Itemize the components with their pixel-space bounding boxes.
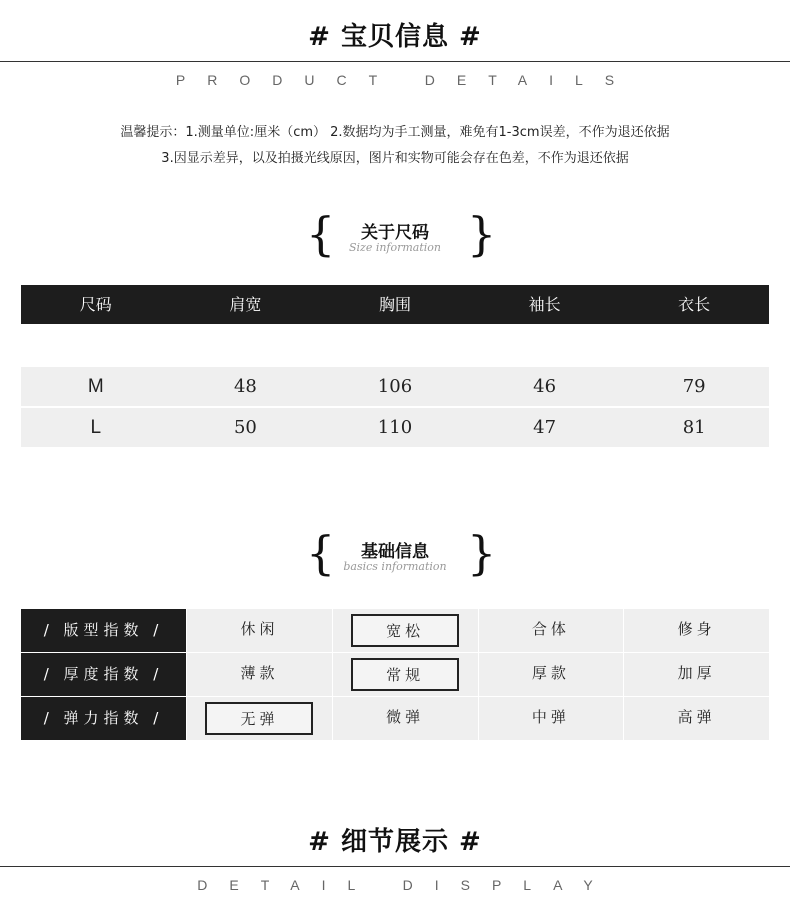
right-brace-icon: }: [467, 526, 497, 580]
thickness-option: 加厚: [624, 653, 769, 696]
column-header: 胸围: [378, 295, 411, 314]
basics-section-heading: [0, 526, 790, 585]
shoulder-cell: 50: [233, 417, 257, 438]
elasticity-option: 高弹: [624, 697, 769, 740]
size-section-subtitle: Size information: [348, 241, 442, 254]
sleeve-cell: 47: [533, 417, 557, 438]
basics-section-title: 基础信息: [361, 542, 429, 562]
tips-line-2: 3.因显示差异，以及拍摄光线原因，图片和实物可能会存在色差，不作为退还依据: [161, 151, 629, 166]
table-row: [21, 408, 769, 447]
size-section-title: 关于尺码: [361, 223, 429, 243]
thickness-index-label: / 厚度指数 /: [21, 653, 186, 696]
shoulder-cell: 48: [233, 376, 257, 397]
length-cell: 81: [682, 417, 706, 438]
thickness-option: 常规: [333, 653, 478, 696]
left-brace-icon: {: [306, 207, 336, 261]
fit-index-row: [21, 609, 769, 652]
size-table-header: [21, 285, 769, 324]
fit-option: 合体: [479, 609, 624, 652]
title-divider: [0, 61, 790, 62]
elasticity-index-row: [21, 697, 769, 740]
thickness-index-row: [21, 653, 769, 696]
sleeve-cell: 46: [533, 376, 557, 397]
footer-divider: [0, 866, 790, 867]
chest-cell: 110: [377, 417, 413, 438]
chest-cell: 106: [377, 376, 413, 397]
fit-index-label: / 版型指数 /: [21, 609, 186, 652]
length-cell: 79: [682, 376, 706, 397]
elasticity-option: 中弹: [479, 697, 624, 740]
column-header: 袖长: [528, 295, 561, 314]
thickness-option: 厚款: [479, 653, 624, 696]
elasticity-index-label: / 弹力指数 /: [21, 697, 186, 740]
thickness-option: 薄款: [187, 653, 332, 696]
basics-section-subtitle: basics information: [343, 560, 447, 573]
detail-display-subtitle: DETAIL DISPLAY: [197, 877, 615, 893]
fit-option: 休闲: [187, 609, 332, 652]
size-section-heading: [0, 207, 790, 266]
left-brace-icon: {: [306, 526, 336, 580]
detail-display-title: # 细节展示 #: [308, 827, 482, 857]
table-row: [21, 367, 769, 406]
column-header: 肩宽: [229, 295, 262, 314]
fit-option: 宽松: [333, 609, 478, 652]
product-details-subtitle: PRODUCT DETAILS: [175, 72, 637, 88]
fit-option: 修身: [624, 609, 769, 652]
product-info-title: # 宝贝信息 #: [308, 22, 482, 52]
elasticity-option: 微弹: [333, 697, 478, 740]
right-brace-icon: }: [467, 207, 497, 261]
elasticity-option: 无弹: [187, 697, 332, 740]
size-cell: M: [87, 376, 104, 397]
tips-line-1: 温馨提示：1.测量单位:厘米（cm） 2.数据均为手工测量，难免有1-3cm误差，不作为退还依据: [120, 125, 670, 140]
column-header: 衣长: [678, 295, 711, 314]
column-header: 尺码: [79, 295, 112, 314]
size-cell: L: [90, 417, 102, 438]
